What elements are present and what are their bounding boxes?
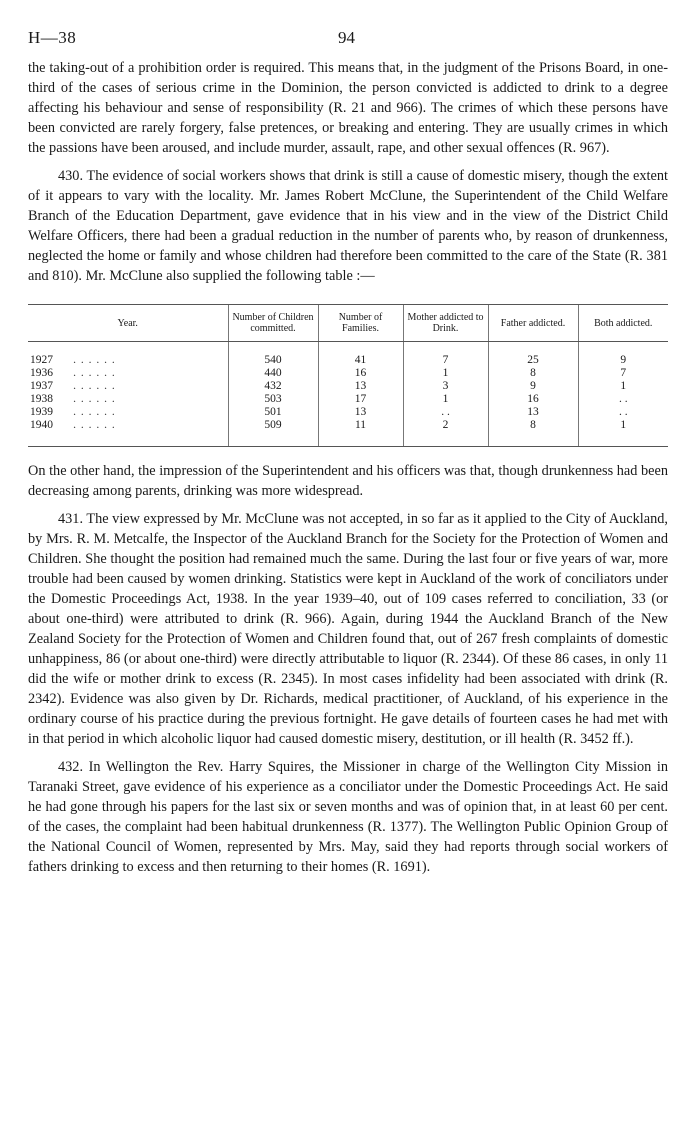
table-row [28,406,668,419]
document-page [28,28,668,877]
year-cell [28,419,228,447]
column-header: Year. [28,305,228,342]
year-value: 1939 [30,406,53,418]
dot-leader: . . . . . . [73,367,116,379]
both-cell: 1 [578,380,668,393]
children-cell: 432 [228,380,318,393]
families-cell: 11 [318,419,403,447]
families-cell: 13 [318,380,403,393]
document-reference: H—38 [28,28,77,47]
column-header: Father addicted. [488,305,578,342]
both-cell: . . [578,406,668,419]
year-value: 1936 [30,367,53,379]
page-number: 94 [338,28,355,47]
year-cell [28,342,228,368]
page-header [28,28,668,58]
families-cell: 16 [318,367,403,380]
dot-leader: . . . . . . [73,380,116,392]
table-row [28,367,668,380]
paragraph-continued: the taking-out of a prohibition order is required. This means that, in the judgment of the Prisons Board, in one-third of the cases of serious crime in the Dominion, the person convicted is addicted to drink to a degree affecting his behaviour and sense of responsibility (R. 21 and 966). The crimes of which these persons have been convicted are rarely forgery, false pretences, or breaking and entering. They are usually crimes in which the passions have been aroused, and include murder, assault, rape, and other sexual offences (R. 967). [28,60,668,156]
committed-children-table [28,304,668,447]
table-row [28,393,668,406]
year-cell [28,406,228,419]
father-cell: 13 [488,406,578,419]
children-cell: 509 [228,419,318,447]
column-header: Number of Families. [318,305,403,342]
father-cell: 8 [488,419,578,447]
children-cell: 540 [228,342,318,368]
dot-leader: . . . . . . [73,354,116,366]
mother-cell: 2 [403,419,488,447]
column-header: Both addicted. [578,305,668,342]
dot-leader: . . . . . . [73,419,116,431]
year-value: 1927 [30,354,53,366]
statistics-table-container [28,304,668,447]
year-cell [28,367,228,380]
table-row [28,419,668,447]
column-header: Mother addicted to Drink. [403,305,488,342]
year-value: 1938 [30,393,53,405]
paragraph-431: 431. The view expressed by Mr. McClune was not accepted, in so far as it applied to the City of Auckland, by Mrs. R. M. Metcalfe, the Inspector of the Auckland Branch for the Society for the Protection of Women and Children. She thought the position had remained much the same. During the last four or five years of war, more trouble had been caused by women drinking. Statistics were kept in Auckland of the work of conciliators under the Domestic Proceedings Act, 1938. In the year 1939–40, out of 109 cases referred to conciliation, 33 (or about one-third) were attributed to drink (R. 966). Again, during 1944 the Auckland Branch of the New Zealand Society for the Protection of Women and Children found that, out of 267 fresh complaints of domestic unhappiness, 86 (or about one-third) were directly attributable to liquor (R. 2344). Of these 86 cases, in only 11 did the wife or mother drink to excess (R. 2345). In most cases infidelity had been associated with drink (R. 2342). Evidence was also given by Dr. Richards, medical practitioner, of Auckland, of his experience in the ordinary course of his practice during the previous fortnight. He gave details of fourteen cases he had met with in that period in which alcoholic liquor had caused domestic misery, destitution, or ill health (R. 3452 ff.). [28,511,668,747]
father-cell: 9 [488,380,578,393]
table-row [28,380,668,393]
mother-cell: 1 [403,367,488,380]
paragraph-432: 432. In Wellington the Rev. Harry Squires, the Missioner in charge of the Wellington City Mission in Taranaki Street, gave evidence of his experience as a conciliator under the Domestic Proceedings Act. He said he had gone through his papers for the last six or seven months and was of opinion that, in at least 60 per cent. of the cases, the complaint had been habitual drunkenness (R. 1377). The Wellington Public Opinion Group of the National Council of Women, represented by Mrs. May, said they had reports through social workers of fathers drinking to excess and then returning to their homes (R. 1691). [28,759,668,875]
families-cell: 13 [318,406,403,419]
children-cell: 501 [228,406,318,419]
mother-cell: 7 [403,342,488,368]
both-cell: . . [578,393,668,406]
dot-leader: . . . . . . [73,393,116,405]
both-cell: 9 [578,342,668,368]
mother-cell: 1 [403,393,488,406]
year-value: 1937 [30,380,53,392]
both-cell: 7 [578,367,668,380]
table-header-row [28,305,668,342]
both-cell: 1 [578,419,668,447]
father-cell: 8 [488,367,578,380]
year-cell [28,393,228,406]
year-value: 1940 [30,419,53,431]
children-cell: 440 [228,367,318,380]
father-cell: 16 [488,393,578,406]
dot-leader: . . . . . . [73,406,116,418]
year-cell [28,380,228,393]
children-cell: 503 [228,393,318,406]
mother-cell: 3 [403,380,488,393]
mother-cell: . . [403,406,488,419]
paragraph-430: 430. The evidence of social workers shows that drink is still a cause of domestic misery, though the extent of it appears to vary with the locality. Mr. James Robert McClune, the Superintendent of the Child Welfare Branch of the Education Department, gave evidence that in his view and in the view of the District Child Welfare Officers, there had been a gradual reduction in the number of parents who, by reason of drunkenness, neglected the home or family and whose children had therefore been committed to the care of the State (R. 381 and 810). Mr. McClune also supplied the following table :— [28,168,668,284]
column-header: Number of Children committed. [228,305,318,342]
table-row [28,342,668,368]
father-cell: 25 [488,342,578,368]
families-cell: 17 [318,393,403,406]
paragraph-after-table: On the other hand, the impression of the Superintendent and his officers was that, though drunkenness had been decreasing among parents, drinking was more widespread. [28,463,668,499]
families-cell: 41 [318,342,403,368]
